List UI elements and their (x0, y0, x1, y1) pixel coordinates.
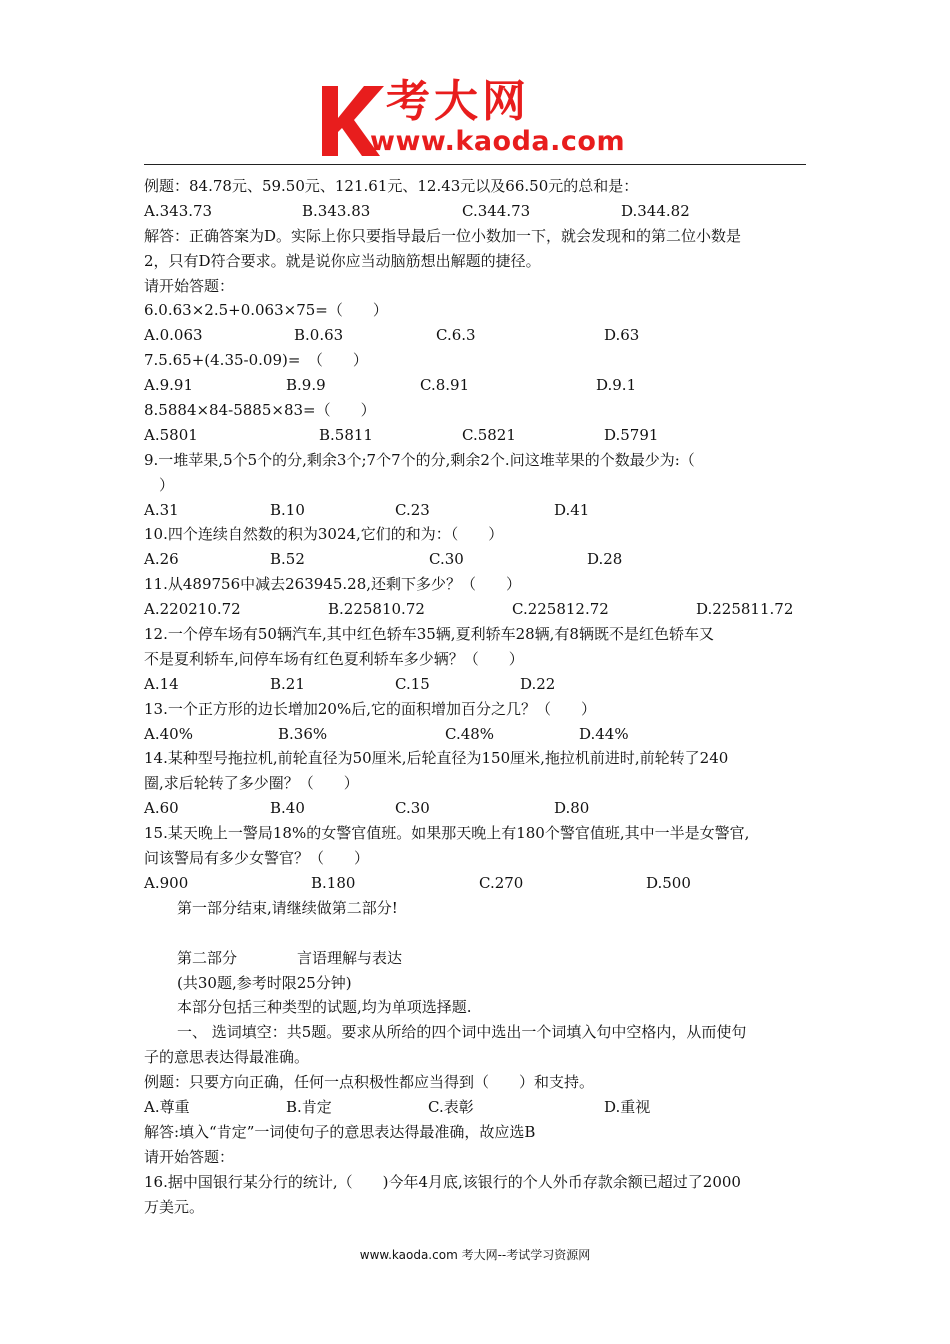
option-d: D.344.82 (621, 201, 690, 220)
logo-chinese-name: 考大网 (386, 76, 530, 127)
page-footer: www.kaoda.com 考大网--考试学习资源网 (359, 1248, 591, 1262)
option-b: B.5811 (319, 425, 373, 444)
option-b: B.52 (270, 550, 305, 569)
option-c: C.23 (395, 500, 430, 519)
question-6: 6.0.63×2.5+0.063×75=（ ） (144, 301, 388, 320)
option-b: B.40 (270, 799, 305, 818)
option-c: C.48% (445, 724, 495, 743)
example-question: 例题：84.78元、59.50元、121.61元、12.43元以及66.50元的总和是： (144, 177, 639, 195)
question-15-options (144, 871, 814, 896)
option-c: C.5821 (462, 425, 516, 444)
option-b: B.180 (311, 873, 356, 892)
question-15-line-1: 15.某天晚上一警局18%的女警官值班。如果那天晚上有180个警官值班,其中一半是女警官, (144, 824, 750, 843)
question-7: 7.5.65+(4.35-0.09)= （ ） (144, 351, 368, 370)
option-d: D.80 (554, 799, 590, 818)
option-a: A.343.73 (144, 201, 213, 220)
logo-url: www.kaoda.com (370, 126, 626, 157)
option-b: B.225810.72 (328, 600, 425, 619)
header-divider (144, 164, 806, 165)
option-a: A.0.063 (144, 326, 203, 345)
option-c: C.6.3 (436, 326, 476, 345)
option-c: C.15 (395, 674, 430, 693)
option-d: D.28 (587, 550, 623, 569)
example-2-answer: 解答:填入“肯定”一词使句子的意思表达得最准确，故应选B (144, 1122, 536, 1141)
example-answer-2: 2，只有D符合要求。就是说你应当动脑筋想出解题的捷径。 (144, 251, 541, 270)
question-13-options (144, 722, 814, 747)
option-a: A.31 (144, 500, 179, 519)
option-a: A.5801 (144, 425, 198, 444)
question-16-line-2: 万美元。 (144, 1197, 205, 1216)
kaoda-logo (318, 78, 638, 160)
option-d: D.63 (604, 326, 640, 345)
question-12-options (144, 672, 814, 697)
option-c: C.表彰 (428, 1097, 474, 1116)
option-b: B.9.9 (286, 376, 326, 395)
question-11: 11.从489756中减去263945.28,还剩下多少？（ ） (144, 575, 522, 594)
part-two-title: 第二部分 言语理解与表达 (177, 948, 403, 967)
option-b: B.10 (270, 500, 305, 519)
option-c: C.8.91 (420, 376, 470, 395)
option-c: C.225812.72 (512, 600, 609, 619)
part-two-description: 本部分包括三种类型的试题,均为单项选择题. (177, 998, 472, 1017)
example-2-question: 例题：只要方向正确，任何一点积极性都应当得到（ ）和支持。 (144, 1073, 595, 1092)
start-prompt-2: 请开始答题： (144, 1147, 235, 1166)
section-one-instructions-1: 一、 选词填空：共5题。要求从所给的四个词中选出一个词填入句中空格内，从而使句 (177, 1023, 747, 1042)
option-c: C.270 (479, 873, 524, 892)
option-d: D.225811.72 (696, 600, 794, 619)
section-one-instructions-2: 子的意思表达得最准确。 (144, 1048, 310, 1067)
option-d: D.5791 (604, 425, 659, 444)
question-13: 13.一个正方形的边长增加20%后,它的面积增加百分之几？（ ） (144, 699, 596, 718)
option-b: B.21 (270, 674, 305, 693)
option-d: D.重视 (604, 1097, 651, 1116)
question-8: 8.5884×84-5885×83=（ ） (144, 401, 376, 420)
question-12-line-2: 不是夏利轿车,问停车场有红色夏利轿车多少辆？（ ） (144, 649, 524, 668)
option-c: C.344.73 (462, 201, 531, 220)
option-d: D.22 (520, 674, 556, 693)
question-9-line-1: 9.一堆苹果,5个5个的分,剩余3个;7个7个的分,剩余2个.问这堆苹果的个数最少为:（ (144, 450, 695, 469)
option-d: D.500 (646, 873, 691, 892)
question-7-options (144, 373, 814, 398)
question-10: 10.四个连续自然数的积为3024,它们的和为：（ ） (144, 525, 504, 544)
option-b: B.0.63 (294, 326, 344, 345)
option-d: D.9.1 (596, 376, 637, 395)
question-9-line-2: ） (144, 475, 175, 494)
question-10-options (144, 547, 814, 572)
option-a: A.220210.72 (144, 600, 241, 619)
question-15-line-2: 问该警局有多少女警官？（ ） (144, 849, 370, 868)
example-options (144, 199, 814, 224)
question-16-line-1: 16.据中国银行某分行的统计,（ )今年4月底,该银行的个人外币存款余额已超过了2000 (144, 1172, 741, 1191)
option-b: B.343.83 (302, 201, 371, 220)
option-a: A.9.91 (144, 376, 193, 395)
spacer (144, 921, 814, 946)
option-a: A.900 (144, 873, 189, 892)
question-14-options (144, 796, 814, 821)
example-2-options (144, 1095, 814, 1120)
question-11-options (144, 597, 814, 622)
question-14-line-1: 14.某种型号拖拉机,前轮直径为50厘米,后轮直径为150厘米,拖拉机前进时,前轮转了240 (144, 749, 729, 768)
option-a: A.60 (144, 799, 179, 818)
option-d: D.44% (579, 724, 629, 743)
option-a: A.尊重 (144, 1097, 190, 1116)
question-9-options (144, 498, 814, 523)
part-one-end: 第一部分结束,请继续做第二部分! (177, 898, 398, 917)
option-a: A.14 (144, 674, 179, 693)
question-12-line-1: 12.一个停车场有50辆汽车,其中红色轿车35辆,夏利轿车28辆,有8辆既不是红色轿车又 (144, 625, 714, 644)
question-8-options (144, 423, 814, 448)
option-a: A.40% (144, 724, 193, 743)
option-b: B.36% (278, 724, 328, 743)
option-b: B.肯定 (286, 1097, 332, 1116)
option-a: A.26 (144, 550, 179, 569)
part-two-subtitle: (共30题,参考时限25分钟) (177, 973, 352, 992)
option-c: C.30 (395, 799, 430, 818)
start-prompt: 请开始答题： (144, 276, 235, 295)
question-14-line-2: 圈,求后轮转了多少圈？（ ） (144, 774, 359, 793)
document-body (144, 174, 814, 1219)
question-6-options (144, 323, 814, 348)
option-d: D.41 (554, 500, 590, 519)
example-answer-1: 解答：正确答案为D。实际上你只要指导最后一位小数加一下，就会发现和的第二位小数是 (144, 226, 742, 245)
option-c: C.30 (429, 550, 464, 569)
